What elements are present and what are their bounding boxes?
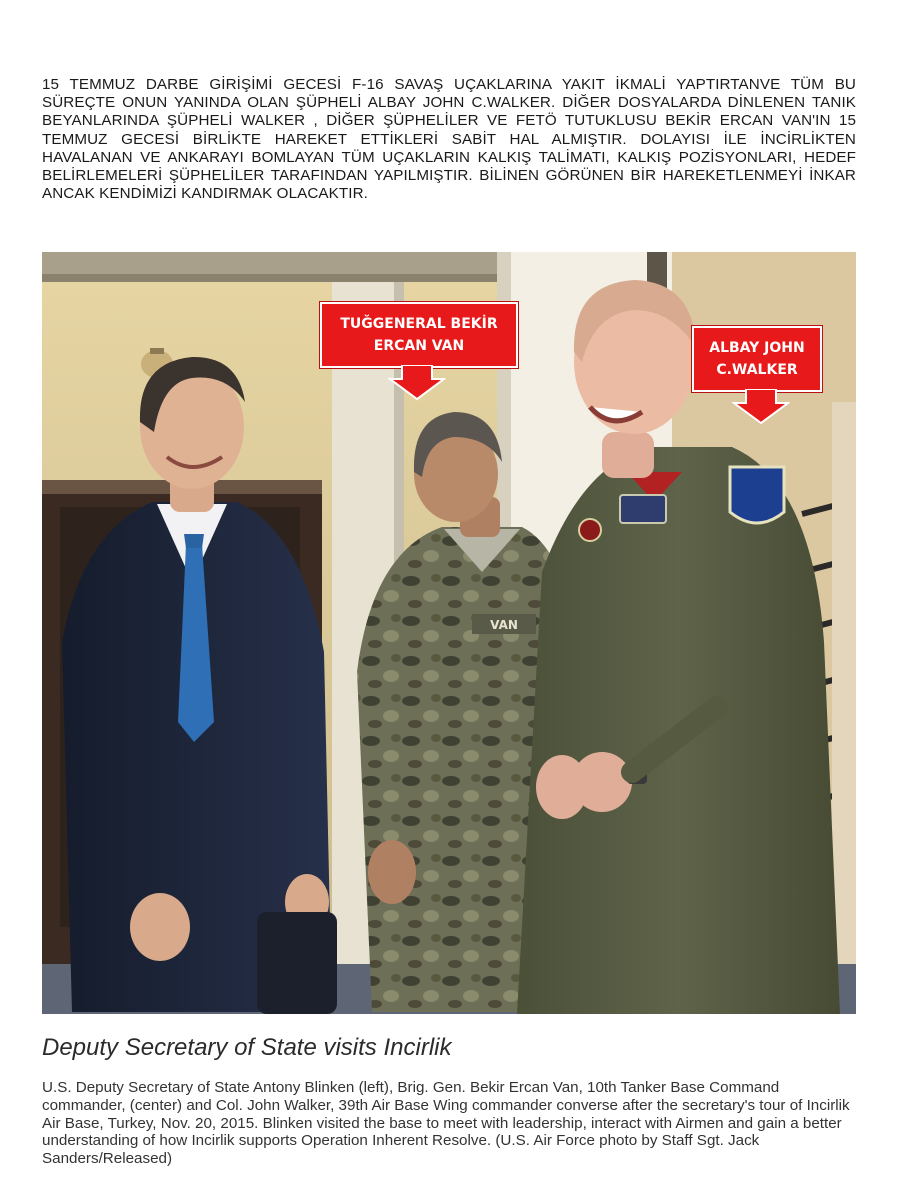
uniform-name-tag: VAN — [490, 618, 518, 632]
callout-label-van-text: TUĞGENERAL BEKİR ERCAN VAN — [340, 316, 498, 354]
callout-label-walker — [692, 326, 822, 392]
callout-label-van — [320, 302, 518, 368]
callout-label-walker-text: ALBAY JOHN C.WALKER — [709, 340, 805, 378]
news-photo — [42, 252, 856, 1014]
caption-title: Deputy Secretary of State visits Incirlik — [42, 1034, 452, 1061]
callout-arrow-walker — [732, 389, 790, 425]
caption-body: U.S. Deputy Secretary of State Antony Blinken (left), Brig. Gen. Bekir Ercan Van, 10th Tanker Base Command commander, (center) and Col. John Walker, 39th Air Base Wing commander converse after the secretary's tour of Incirlik Air Base, Turkey, Nov. 20, 2015. Blinken visited the base to meet with leadership, interact with Airmen and gain a better understanding of how Incirlik supports Operation Inherent Resolve. (U.S. Air Force photo by Staff Sgt. Jack Sanders/Released) — [42, 1079, 850, 1168]
intro-paragraph: 15 TEMMUZ DARBE GİRİŞİMİ GECESİ F-16 SAVAŞ UÇAKLARINA YAKIT İKMALİ YAPTIRTANVE TÜM BU SÜREÇTE ONUN YANINDA OLAN ŞÜPHELİ ALBAY JOHN C.WALKER. DİĞER DOSYALARDA DİNLENEN TANIK BEYANLARINDA ŞÜPHELİ WALKER , DİĞER ŞÜPHELİLER VE FETÖ TUTUKLUSU BEKİR ERCAN VAN'IN 15 TEMMUZ GECESİ BİRLİKTE HAREKET ETTİKLERİ SABİT HAL ALMIŞTIR. DOLAYISI İLE İNCİRLİKTEN HAVALANAN VE ANKARAYI BOMLAYAN TÜM UÇAKLARIN KALKIŞ TALİMATI, KALKIŞ POZİSYONLARI, HEDEF BELİRLEMELERİ ŞÜPHELİLER TARAFINDAN YAPILMIŞTIR. BİLİNEN GÖRÜNEN BİR HAREKETLENMEYİ İNKAR ANCAK KENDİMİZİ KANDIRMAK OLACAKTIR. — [42, 76, 856, 203]
callout-arrow-van — [388, 365, 446, 401]
